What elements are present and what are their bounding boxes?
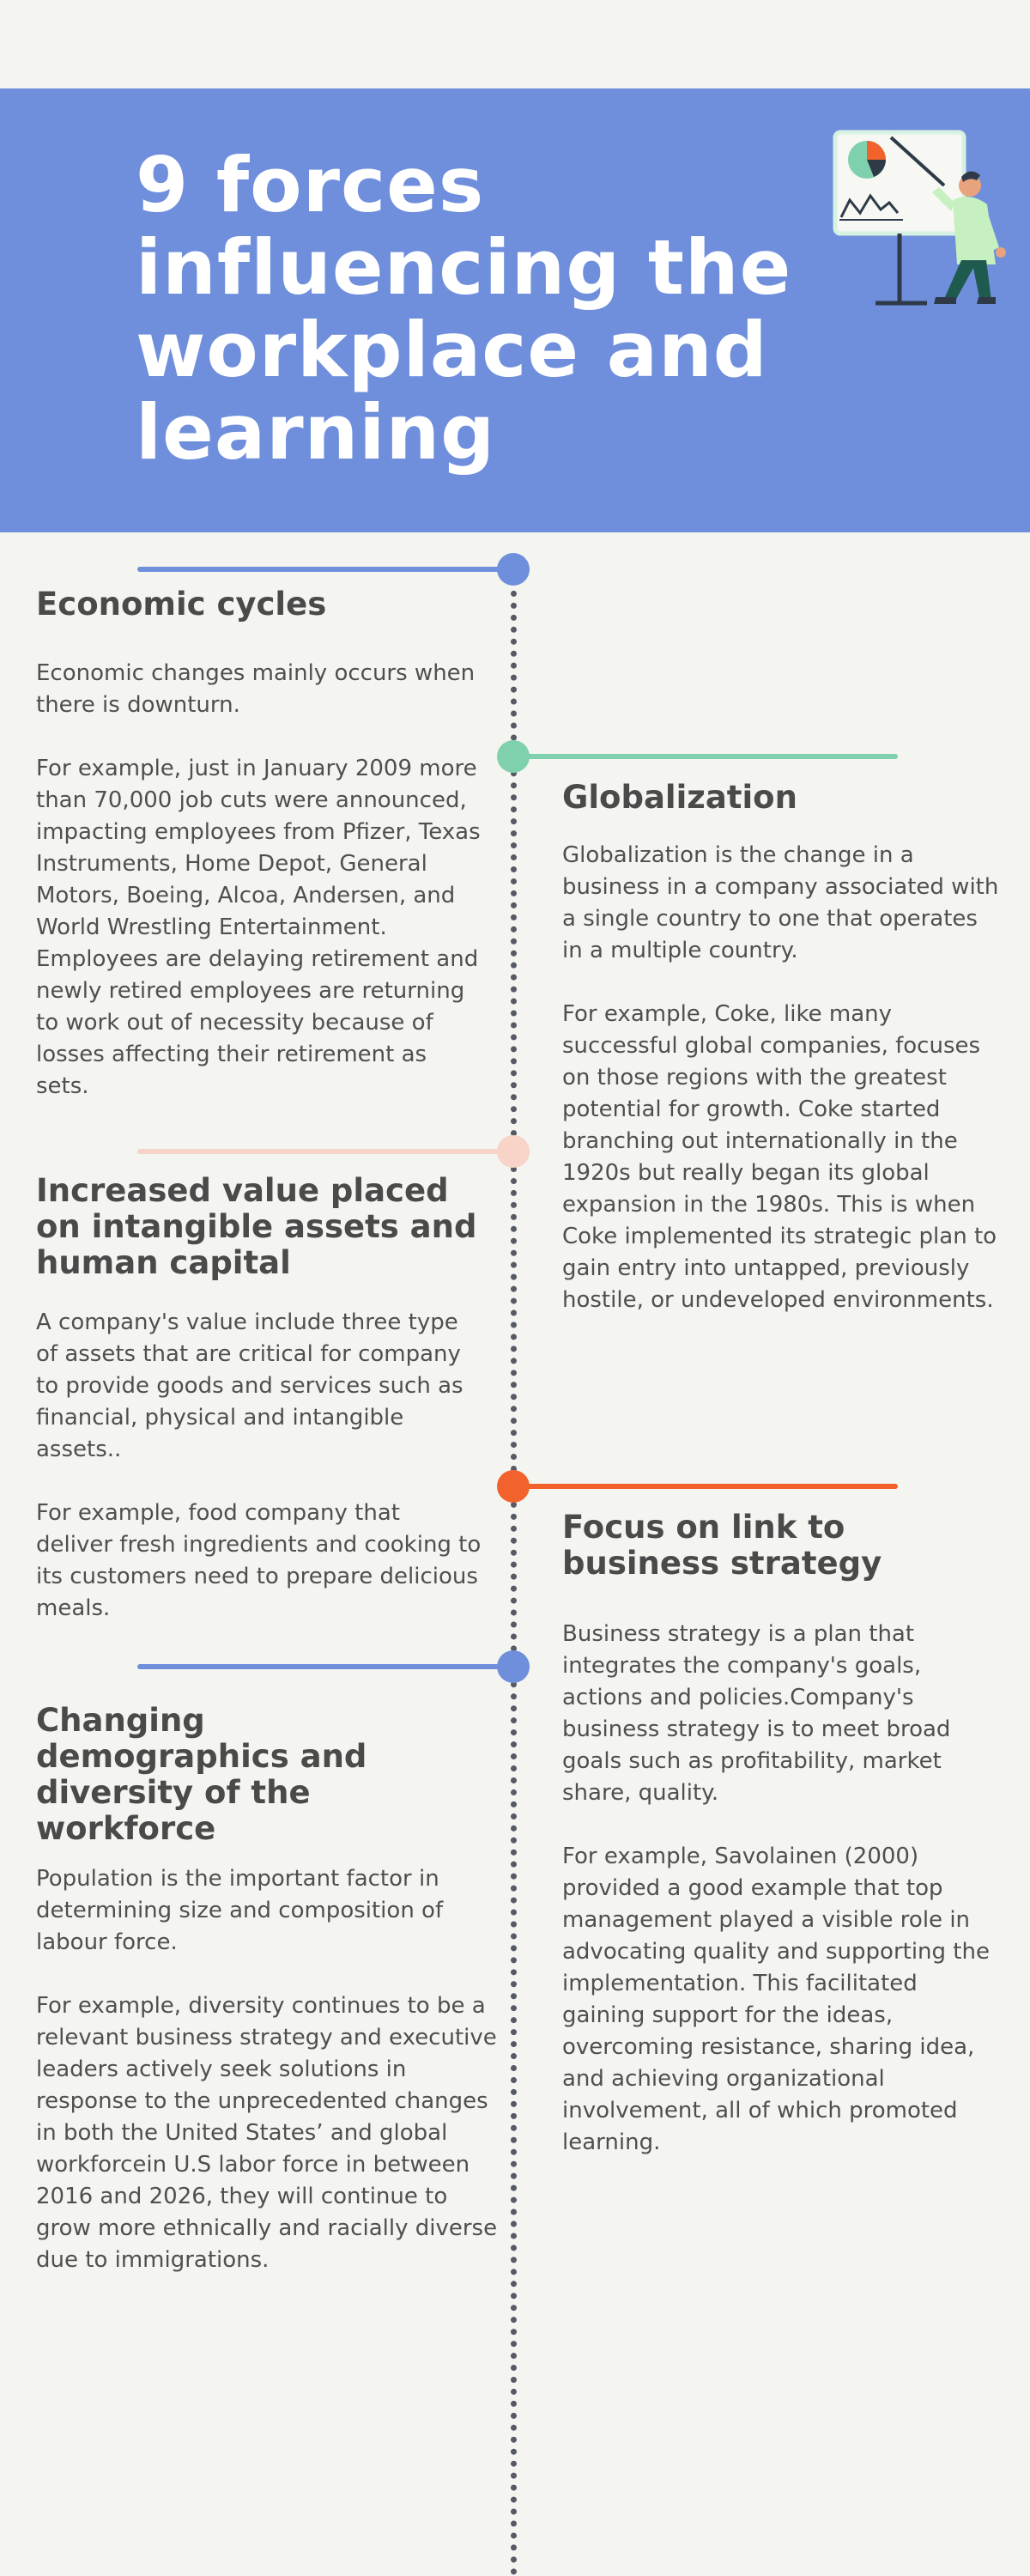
section-body-globalization: Globalization is the change in a business in a company associated with a single country to one that operates in a multiple country. For example, Coke, like many successful global companies, focuses on those regions with the greatest potential for growth. Coke started branching out internationally in the 1920s but really began its global expansion in the 1980s. This is when Coke implemented its strategic plan to gain entry into untapped, previously hostile, or undeveloped environments. xyxy=(562,842,999,1313)
timeline-marker xyxy=(497,740,530,773)
timeline-marker xyxy=(497,1650,530,1683)
section-body-intangible-assets: A company's value include three type of assets that are critical for company to provide goods and services such as financial, physical and intangible assets.. For example, food company that deliver fresh ingredients and cooking to its customers need to prepare delicious meals. xyxy=(36,1309,482,1621)
timeline-marker xyxy=(497,553,530,586)
section-body-business-strategy: Business strategy is a plan that integrates the company's goals, actions and policies.Company's business strategy is to meet broad goals such as profitability, market share, quality. For example, Savolainen (2000) provided a good example that top management played a visible role in advocating quality and supporting the implementation. This facilitated gaining support for the ideas, overcoming resistance, sharing idea, and achieving organizational involvement, all of which promoted learning. xyxy=(562,1621,990,2155)
page-title: 9 forces influencing the workplace and learning xyxy=(136,141,792,477)
timeline-marker xyxy=(497,1470,530,1503)
section-title-demographics: Changing demographics and diversity of the workforce xyxy=(36,1702,367,1847)
section-title-business-strategy: Focus on link to business strategy xyxy=(562,1509,882,1582)
section-body-demographics: Population is the important factor in determining size and composition of labour force. For example, diversity continues to be a relevant business strategy and executive leaders actively seek solutions in response to the unprecedented changes in both the United States’ and global workforcein U.S labor force in between 2016 and 2026, they will continue to grow more ethnically and racially diverse due to immigrations. xyxy=(36,1866,498,2273)
timeline-axis xyxy=(511,567,517,2576)
section-connector-line xyxy=(513,1484,898,1489)
section-title-intangible-assets: Increased value placed on intangible assets and human capital xyxy=(36,1172,477,1281)
section-title-economic-cycles: Economic cycles xyxy=(36,586,327,623)
section-connector-line xyxy=(513,754,898,759)
timeline-marker xyxy=(497,1135,530,1168)
section-connector-line xyxy=(137,567,513,572)
presenter-with-chart-board-icon xyxy=(824,127,1017,312)
section-body-economic-cycles: Economic changes mainly occurs when there is downturn. For example, just in January 2009 more than 70,000 job cuts were announced, impacting employees from Pfizer, Texas Instruments, Home Depot, General Motors, Boeing, Alcoa, Andersen, and World Wrestling Entertainment. Employees are delaying retirement and newly retired employees are returning to work out of necessity because of losses affecting their retirement as sets. xyxy=(36,660,481,1099)
section-title-globalization: Globalization xyxy=(562,779,797,816)
section-connector-line xyxy=(137,1664,513,1669)
section-connector-line xyxy=(137,1149,513,1154)
